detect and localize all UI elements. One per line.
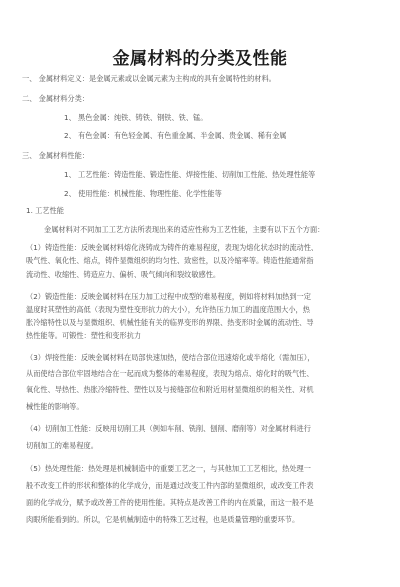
welding-line-4: 械性能的影响等。 <box>26 402 84 411</box>
definition-line: 一、 金属材料定义：是金属元素或以金属元素为主构成的具有金属特性的材料。 <box>22 74 276 83</box>
heat-treatment-line-3: 面的化学成分，赋予或改善工件的使用性能。其特点是改善工件的内在质量，而这一般不是 <box>26 498 314 507</box>
page-title: 金属材料的分类及性能 <box>112 49 288 69</box>
nonferrous-metals-line: 2、 有色金属：有色轻金属、有色重金属、半金属、贵金属、稀有金属 <box>64 131 287 140</box>
service-properties-line: 2、 使用性能：机械性能、物理性能、化学性能等 <box>64 189 222 198</box>
process-properties-line: 1、 工艺性能：铸造性能、锻造性能、焊接性能、切削加工性能、热处理性能等 <box>64 170 316 179</box>
welding-line-1: （3）焊接性能：反映金属材料在局部快速加热，使结合部位迅速熔化或半熔化（需加压）， <box>26 353 315 362</box>
heat-treatment-line-1: （5）热处理性能：热处理是机械制造中的重要工艺之一，与其他加工工艺相比，热处理一 <box>26 464 311 473</box>
casting-line-3: 流动性、收缩性、铸造应力、偏析、吸气倾向和裂纹敏感性。 <box>26 270 221 279</box>
welding-line-2: 从而使结合部位牢固地结合在一起而成为整体的难易程度，表现为熔点、熔化时的吸气性、 <box>26 369 314 378</box>
machining-line-2: 切削加工的难易程度。 <box>26 441 98 450</box>
forging-line-3: 胀冷缩特性以及与显微组织、机械性能有关的临界变形的界限、热变形时金属的流动性、导 <box>26 318 314 327</box>
section-heading-process: 1. 工艺性能 <box>26 206 64 215</box>
casting-line-2: 吸气性、氧化性、熔点，铸件显微组织的均匀性、致密性，以及冷缩率等。铸造性能通常指 <box>26 256 314 265</box>
forging-line-2: 温度时其塑性的高低（表现为塑性变形抗力的大小），允许热压力加工的温度范围大小，热 <box>26 305 310 314</box>
machining-line-1: （4）切削加工性能：反映用切削工具（例如车削、铣削、刨削、磨削等）对金属材料进行 <box>26 424 311 433</box>
welding-line-3: 氧化性、导热性、热胀冷缩特性、塑性以及与接缝部位和附近用材显微组织的相关性、对机 <box>26 385 314 394</box>
forging-line-4: 热性能等。可锻性：塑性和变形抗力 <box>26 331 142 340</box>
forging-line-1: （2）锻造性能：反映金属材料在压力加工过程中成型的难易程度，例如将材料加热到一定 <box>26 292 311 301</box>
casting-line-1: （1）铸造性能：反映金属材料熔化浇铸成为铸件的难易程度，表现为熔化状态时的流动性、 <box>26 243 319 252</box>
heat-treatment-line-2: 般不改变工件的形状和整体的化学成分，而是通过改变工件内部的显微组织，或改变工件表 <box>26 481 314 490</box>
properties-heading: 三、 金属材料性能： <box>22 151 89 160</box>
heat-treatment-line-4: 肉眼所能看到的。所以，它是机械制造中的特殊工艺过程，也是质量管理的重要环节。 <box>26 515 300 524</box>
classification-heading: 二、 金属材料分类： <box>22 94 89 103</box>
paragraph-intro: 金属材料对不同加工工艺方法所表现出来的适应性称为工艺性能，主要有以下五个方面： <box>44 225 325 234</box>
ferrous-metals-line: 1、 黑色金属：纯铁、铸铁、钢铁、铁、锰。 <box>64 113 208 122</box>
